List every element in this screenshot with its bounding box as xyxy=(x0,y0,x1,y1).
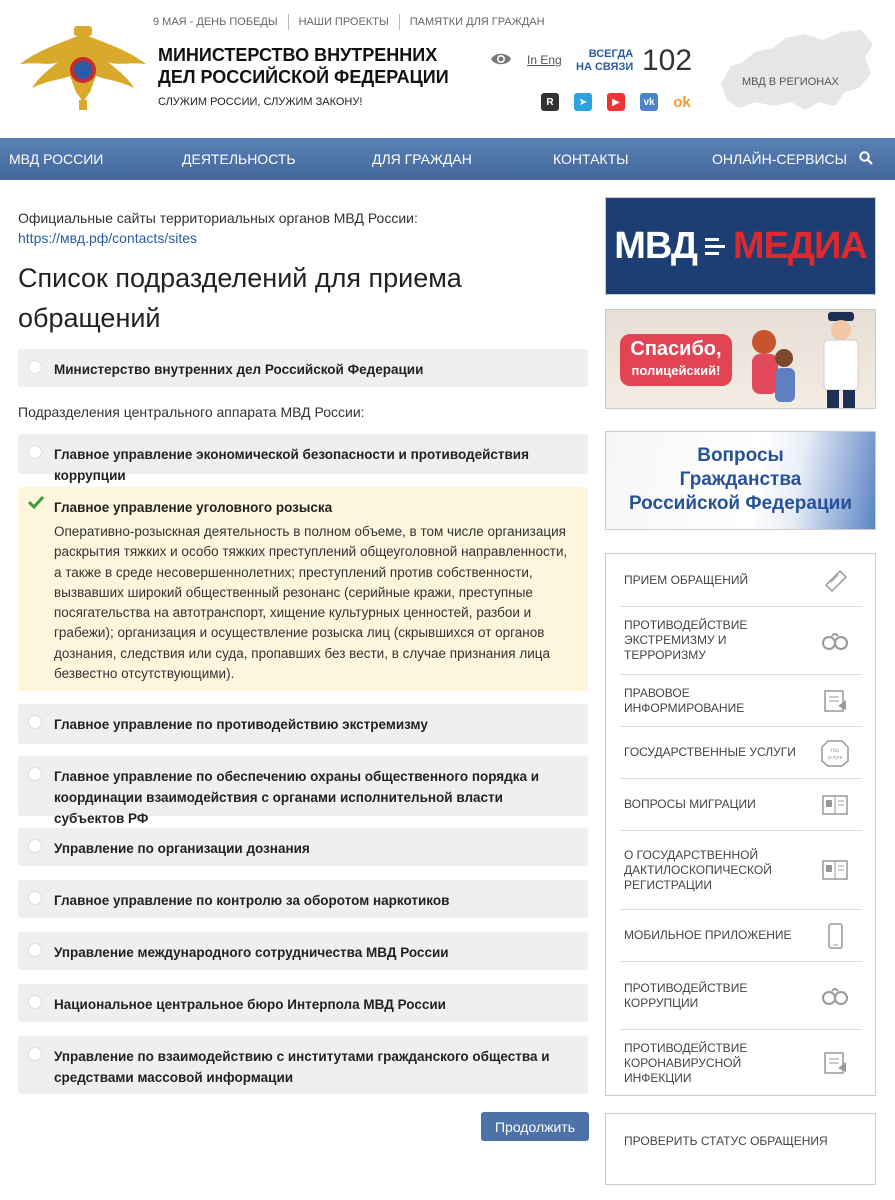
nav-contacts[interactable]: КОНТАКТЫ xyxy=(553,151,629,167)
rutube-icon[interactable]: R xyxy=(541,93,559,111)
option-label: Управление международного сотрудничества МВД России xyxy=(54,945,449,960)
intro xyxy=(18,208,418,248)
menu-fingerprint-registration[interactable]: О ГОСУДАРСТВЕННОЙ ДАКТИЛОСКОПИЧЕСКОЙ РЕГИСТРАЦИИ xyxy=(620,831,862,910)
gosuslugi-icon xyxy=(820,738,850,768)
toplink-memos[interactable]: ПАМЯТКИ ДЛЯ ГРАЖДАН xyxy=(409,16,545,28)
telegram-icon[interactable]: ➤ xyxy=(574,93,592,111)
option-narcotics[interactable] xyxy=(18,880,588,918)
handcuffs-icon xyxy=(820,981,850,1011)
youtube-icon[interactable]: ▶ xyxy=(607,93,625,111)
site-header xyxy=(0,0,895,138)
ok-icon[interactable]: ok xyxy=(673,93,691,111)
radio-icon[interactable] xyxy=(28,1047,42,1061)
menu-anti-extremism[interactable]: ПРОТИВОДЕЙСТВИЕ ЭКСТРЕМИЗМУ И ТЕРРОРИЗМУ xyxy=(620,607,862,675)
menu-mobile-app[interactable]: МОБИЛЬНОЕ ПРИЛОЖЕНИЕ xyxy=(620,910,862,962)
option-international[interactable] xyxy=(18,932,588,970)
option-label: Главное управление экономической безопасности и противодействия коррупции xyxy=(54,447,529,483)
regions-link[interactable]: МВД В РЕГИОНАХ xyxy=(742,76,839,88)
option-criminal-investigation[interactable] xyxy=(18,487,588,691)
check-status-label[interactable]: ПРОВЕРИТЬ СТАТУС ОБРАЩЕНИЯ xyxy=(624,1134,828,1148)
social-links xyxy=(541,93,691,111)
option-anti-extremism[interactable] xyxy=(18,704,588,744)
passport-icon xyxy=(820,855,850,885)
citizenship-line-3: Российской Федерации xyxy=(628,493,853,514)
option-civil-society[interactable] xyxy=(18,1036,588,1094)
nav-for-citizens[interactable]: ДЛЯ ГРАЖДАН xyxy=(372,151,472,167)
menu-coronavirus[interactable]: ПРОТИВОДЕЙСТВИЕ КОРОНАВИРУСНОЙ ИНФЕКЦИИ xyxy=(620,1030,862,1096)
option-label: Национальное центральное бюро Интерпола МВД России xyxy=(54,997,446,1012)
radio-icon[interactable] xyxy=(28,839,42,853)
check-status-box[interactable] xyxy=(605,1113,876,1185)
option-description: Оперативно-розыскная деятельность в полном объеме, в том числе организация раскрытия тяжких и особо тяжких преступлений общеуголовной направленности, а также в среде несовершеннолетних; преступлений против собственности, вызвавших широкий общественный резонанс (серийные кражи, преступные посягательства на автотранспорт, хищение культурных ценностей, разбои и грабежи); организация и осуществление розыска лиц (скрывшихся от органов дознания, следствия или суда, пропавших без вести, в случае признания лица безвестно отсутствующими). xyxy=(54,524,568,682)
nav-activity[interactable]: ДЕЯТЕЛЬНОСТЬ xyxy=(182,151,296,167)
radio-icon[interactable] xyxy=(28,995,42,1009)
option-ministry[interactable] xyxy=(18,349,588,387)
main-nav xyxy=(0,138,895,180)
hotline-label: ВСЕГДА НА СВЯЗИ xyxy=(576,48,634,73)
citizenship-line-2: Гражданства xyxy=(679,469,802,490)
lines-icon xyxy=(705,238,725,255)
radio-icon[interactable] xyxy=(28,767,42,781)
option-label: Главное управление уголовного розыска xyxy=(54,500,333,515)
radio-icon[interactable] xyxy=(28,715,42,729)
menu-state-services[interactable]: ГОСУДАРСТВЕННЫЕ УСЛУГИ гос услуги xyxy=(620,727,862,779)
banner-media-text: МЕДИА xyxy=(732,224,867,267)
territorial-sites-link[interactable]: https://мвд.рф/contacts/sites xyxy=(18,230,197,246)
vk-icon[interactable]: vk xyxy=(640,93,658,111)
policeman-illustration-icon xyxy=(814,310,868,409)
option-interpol[interactable] xyxy=(18,984,588,1022)
option-label: Министерство внутренних дел Российской Федерации xyxy=(54,362,424,377)
top-links xyxy=(153,14,545,30)
org-title[interactable]: МИНИСТЕРСТВО ВНУТРЕННИХ ДЕЛ РОССИЙСКОЙ ФЕДЕРАЦИИ xyxy=(158,45,449,87)
option-inquiry[interactable] xyxy=(18,828,588,866)
menu-migration[interactable]: ВОПРОСЫ МИГРАЦИИ xyxy=(620,779,862,831)
citizenship-line-1: Вопросы xyxy=(697,445,784,466)
russia-map-icon[interactable] xyxy=(713,22,878,117)
menu-legal-info[interactable]: ПРАВОВОЕ ИНФОРМИРОВАНИЕ xyxy=(620,675,862,727)
banner-mvd-media[interactable] xyxy=(605,197,876,295)
sub-caption: Подразделения центрального аппарата МВД России: xyxy=(18,404,365,420)
toplink-projects[interactable]: НАШИ ПРОЕКТЫ xyxy=(298,16,389,28)
option-label: Управление по организации дознания xyxy=(54,841,310,856)
toplink-victory-day[interactable]: 9 МАЯ - ДЕНЬ ПОБЕДЫ xyxy=(153,16,278,28)
radio-icon[interactable] xyxy=(28,943,42,957)
radio-icon[interactable] xyxy=(28,891,42,905)
eye-icon[interactable] xyxy=(490,50,512,68)
svg-text:гос: гос xyxy=(830,747,840,754)
emblem-icon[interactable] xyxy=(18,22,148,112)
option-label: Главное управление по противодействию экстремизму xyxy=(54,717,428,732)
thanks-bubble: Спасибо, полицейский! xyxy=(620,334,732,386)
phone-icon xyxy=(820,921,850,951)
hotline-number[interactable]: 102 xyxy=(642,44,693,77)
banner-citizenship[interactable] xyxy=(605,431,876,530)
nav-online-services[interactable]: ОНЛАЙН-СЕРВИСЫ xyxy=(712,151,848,167)
english-link[interactable]: In Eng xyxy=(527,53,562,67)
banner-mvd-text: МВД xyxy=(614,224,697,267)
continue-button[interactable]: Продолжить xyxy=(481,1112,589,1141)
passport-icon xyxy=(820,790,850,820)
banner-thanks-police[interactable] xyxy=(605,309,876,409)
page-title: Список подразделений для приема обращений xyxy=(18,263,462,333)
option-public-order[interactable] xyxy=(18,756,588,826)
family-illustration-icon xyxy=(742,324,802,408)
services-menu xyxy=(605,553,876,1096)
nav-mvd-russia[interactable]: МВД РОССИИ xyxy=(9,151,104,167)
handcuffs-icon xyxy=(820,626,850,656)
svg-text:услуги: услуги xyxy=(827,754,843,761)
checkmark-icon[interactable] xyxy=(28,495,44,509)
legal-document-icon xyxy=(820,1048,850,1078)
menu-anti-corruption[interactable]: ПРОТИВОДЕЙСТВИЕ КОРРУПЦИИ xyxy=(620,962,862,1030)
option-label: Главное управление по обеспечению охраны общественного порядка и координации взаимодействия с органами исполнительной власти субъектов РФ xyxy=(54,769,540,826)
option-economic-security[interactable] xyxy=(18,434,588,483)
menu-appeals[interactable]: ПРИЕМ ОБРАЩЕНИЙ xyxy=(620,554,862,607)
option-label: Главное управление по контролю за оборотом наркотиков xyxy=(54,893,450,908)
intro-text: Официальные сайты территориальных органов МВД России: xyxy=(18,210,418,226)
option-label: Управление по взаимодействию с институтами гражданского общества и средствами массовой информации xyxy=(54,1049,550,1085)
legal-document-icon xyxy=(820,686,850,716)
radio-icon[interactable] xyxy=(28,360,42,374)
org-slogan: СЛУЖИМ РОССИИ, СЛУЖИМ ЗАКОНУ! xyxy=(158,96,363,108)
document-icon xyxy=(820,565,850,595)
radio-icon[interactable] xyxy=(28,445,42,459)
search-icon[interactable] xyxy=(858,150,874,166)
